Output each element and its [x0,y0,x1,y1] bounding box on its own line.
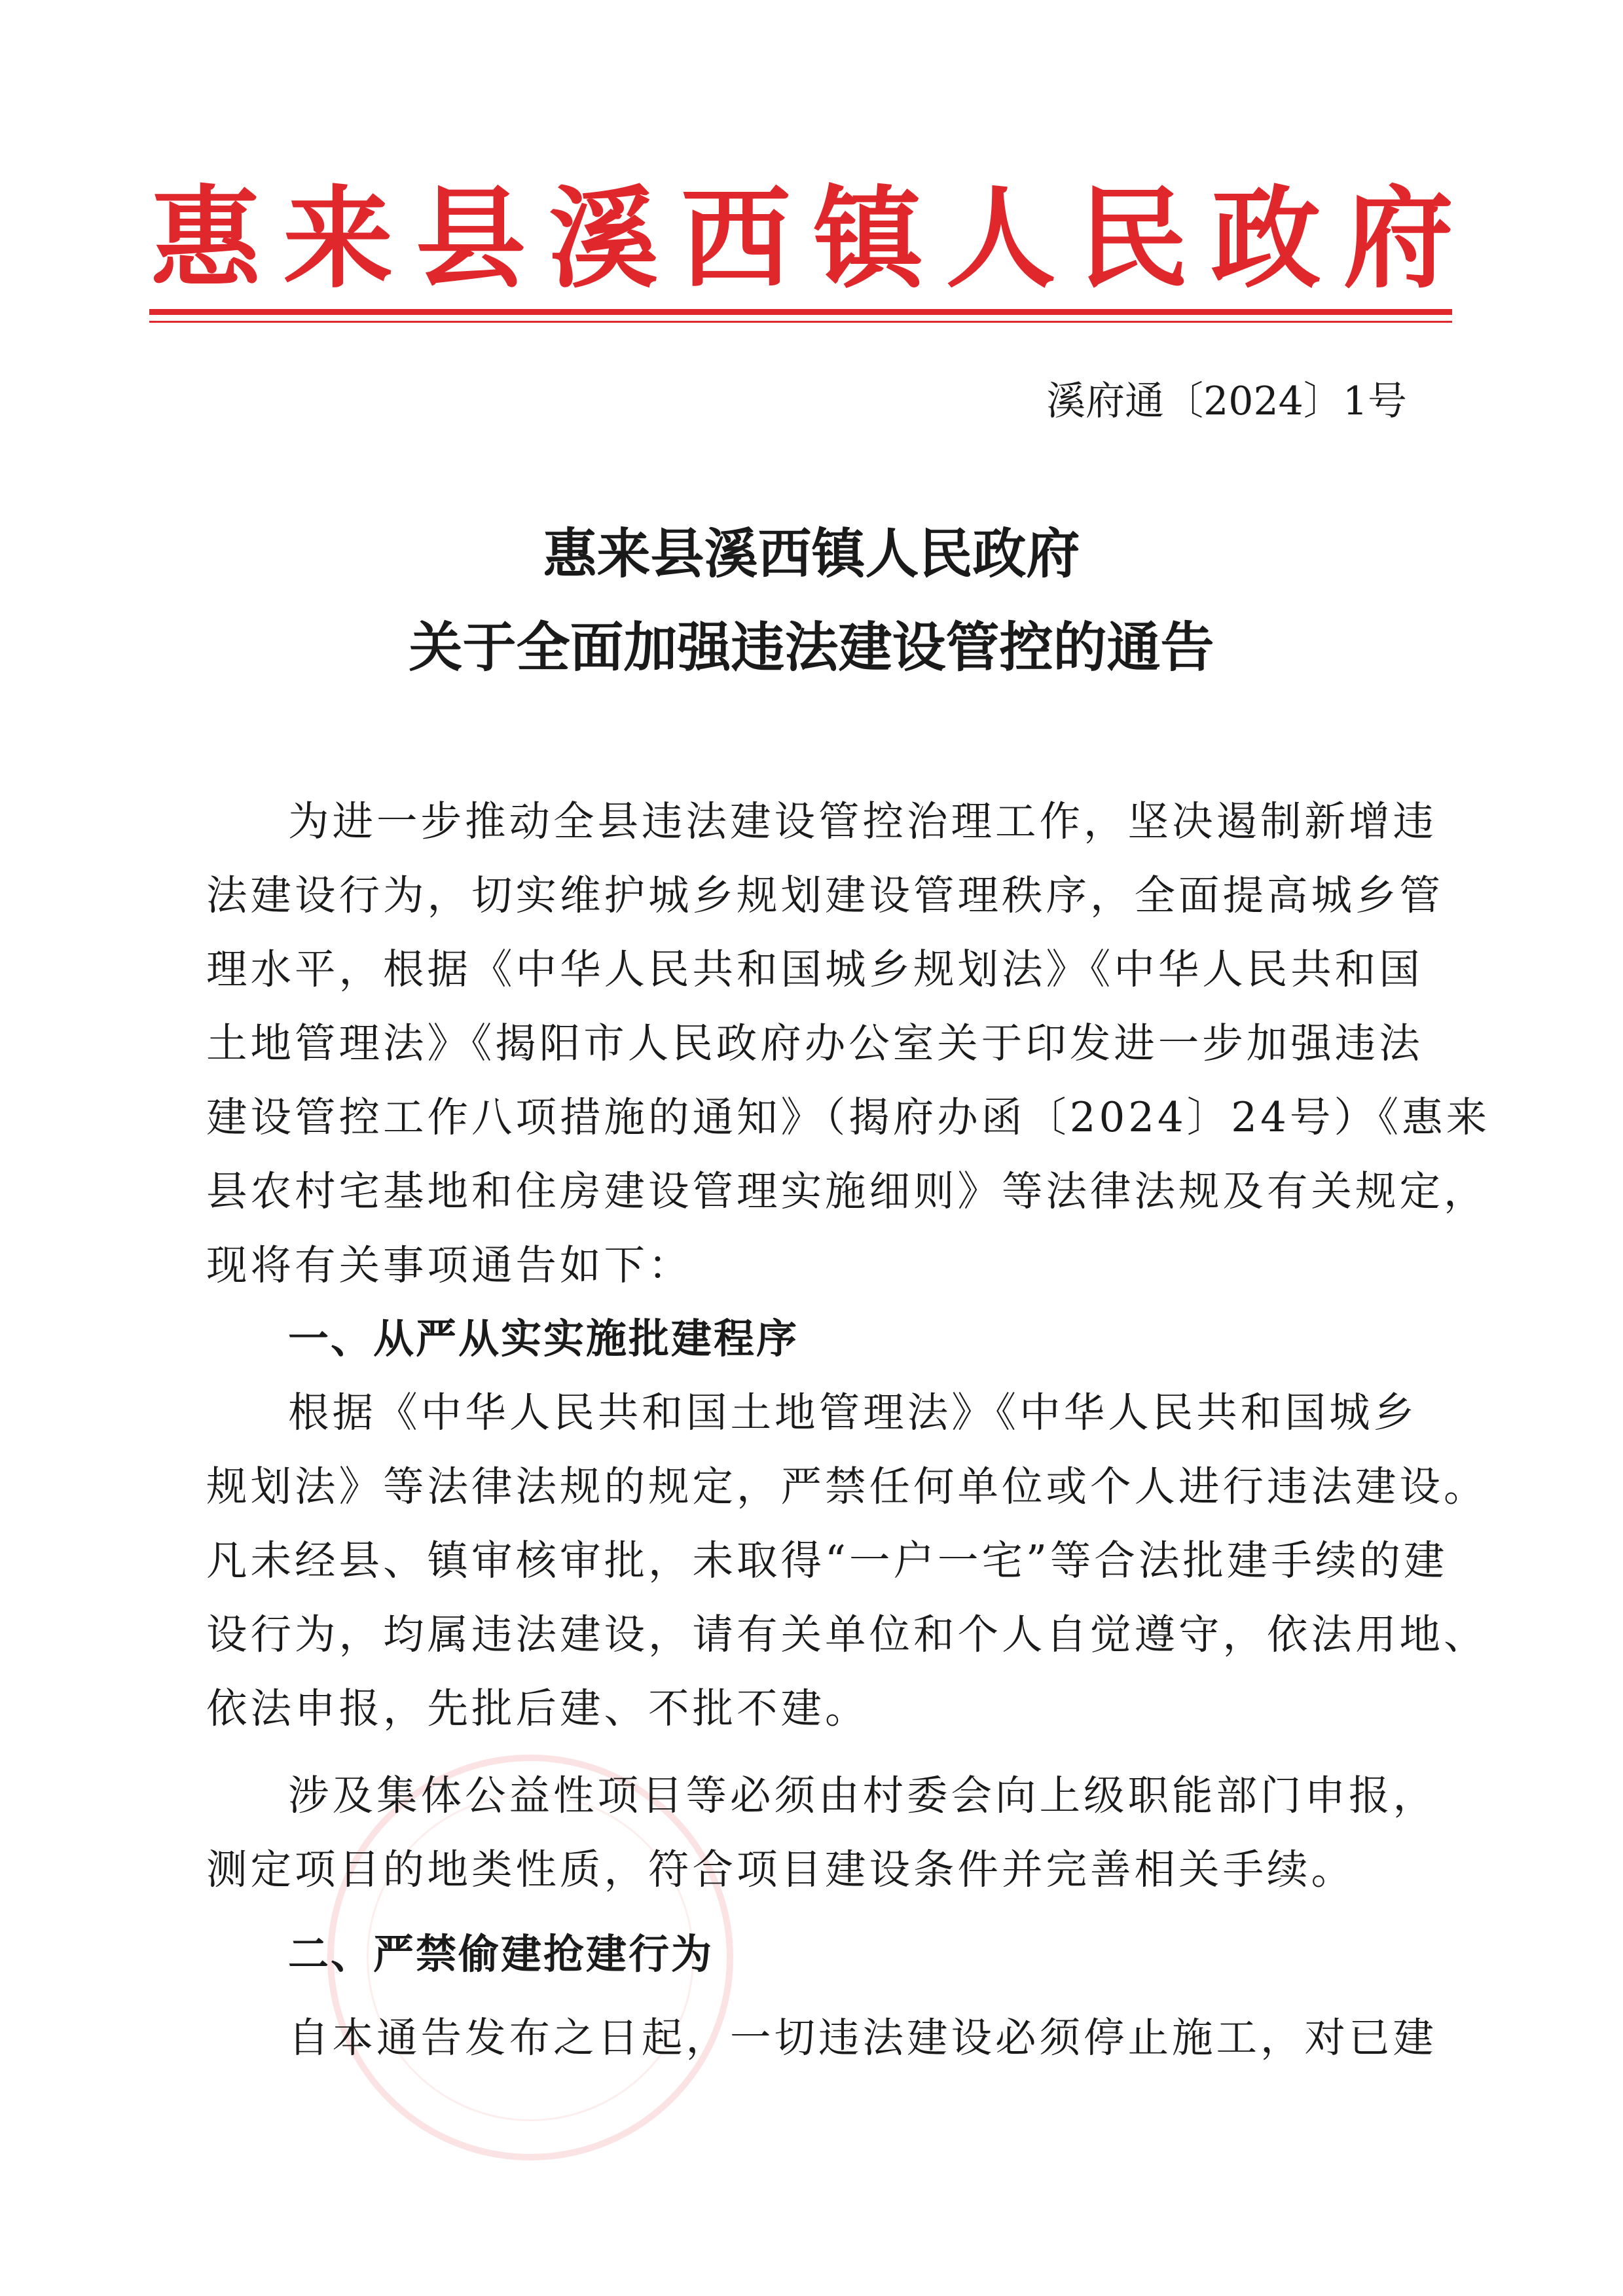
intro-line: 为进一步推动全县违法建设管控治理工作，坚决遏制新增违 [288,797,1437,845]
intro-line: 建设管控工作八项措施的通知》（揭府办函〔2024〕24号）《惠来 [206,1093,1491,1141]
intro-line: 法建设行为，切实维护城乡规划建设管理秩序，全面提高城乡管 [206,871,1444,919]
header-char: 政 [1211,175,1321,303]
section-1-paragraph-line: 规划法》等法律法规的规定，严禁任何单位或个人进行违法建设。 [206,1463,1488,1510]
section-1-heading: 一、从严从实实施批建程序 [288,1315,799,1362]
header-char: 来 [283,175,393,303]
intro-line: 理水平，根据《中华人民共和国城乡规划法》《中华人民共和国 [206,945,1423,993]
header-char: 惠 [151,175,261,303]
intro-line: 现将有关事项通告如下： [206,1241,693,1289]
section-1-paragraph-line: 根据《中华人民共和国土地管理法》《中华人民共和国城乡 [288,1389,1417,1436]
section-1-paragraph-2-line: 涉及集体公益性项目等必须由村委会向上级职能部门申报， [288,1772,1437,1819]
section-2-paragraph-line: 自本通告发布之日起，一切违法建设必须停止施工，对已建 [288,2014,1437,2062]
section-1-paragraph-line: 凡未经县、镇审核审批，未取得“一户一宅”等合法批建手续的建 [206,1537,1448,1584]
header-red-rule-thin [149,321,1452,323]
header-char: 府 [1343,175,1453,303]
document-title-line-2: 关于全面加强违法建设管控的通告 [409,617,1214,679]
header-red-rule [149,309,1452,315]
intro-line: 土地管理法》《揭阳市人民政府办公室关于印发进一步加强违法 [206,1019,1423,1067]
header-char: 县 [415,175,526,303]
issuing-authority-header [151,177,1453,301]
header-char: 溪 [548,175,659,303]
document-number: 溪府通〔2024〕1号 [1046,378,1407,424]
header-char: 西 [680,175,791,303]
document-title-line-1: 惠来县溪西镇人民政府 [543,523,1080,585]
section-1-paragraph-line: 依法申报，先批后建、不批不建。 [206,1685,869,1732]
section-1-paragraph-line: 设行为，均属违法建设，请有关单位和个人自觉遵守，依法用地、 [206,1611,1488,1658]
section-2-heading: 二、严禁偷建抢建行为 [288,1930,714,1978]
header-char: 民 [1078,175,1189,303]
header-char: 镇 [813,175,924,303]
header-char: 人 [945,175,1056,303]
section-1-paragraph-2-line: 测定项目的地类性质，符合项目建设条件并完善相关手续。 [206,1846,1355,1893]
intro-line: 县农村宅基地和住房建设管理实施细则》等法律法规及有关规定， [206,1167,1488,1215]
